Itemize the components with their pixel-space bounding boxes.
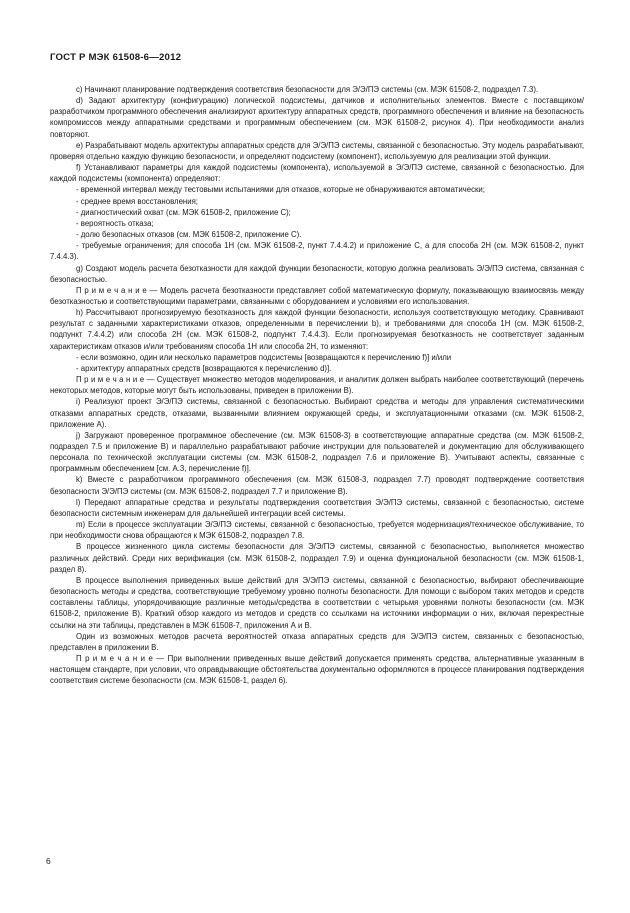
paragraph-d: d) Задают архитектуру (конфигурацию) логической подсистемы, датчиков и исполнительных элементов. Вместе с поставщиком/разработчиком программного обеспечения анализируют архитектуру аппаратных средств, программного обеспечения и влияние на безопасность компромиссов между аппаратными средствами и программным обеспечением (см. МЭК 61508-2, рисунок 4). При необходимости анализ повторяют.: [50, 96, 584, 139]
paragraph-methods: В процессе выполнения приведенных выше действий для Э/Э/ПЭ системы, связанной с безопасностью, выбирают обеспечивающие безопасность методы и средства, соответствующие требуемому уровню полноты безопасности. Для помощи с выбором таких методов и средств составлены таблицы, упорядочивающие различные методы/средства в соответствии с четырьмя уровнями полноты безопасности (см. МЭК 61508-2, приложение В). Краткий обзор каждого из методов и средств со ссылками на источники информации о них, включая перекрестные ссылки на эти таблицы, представлен в МЭК 61508-7, приложения А и В.: [50, 575, 584, 630]
list-item: - среднее время восстановления;: [76, 196, 198, 206]
list-item: - архитектуру аппаратных средств [возвращаются к перечислению d)].: [76, 363, 332, 373]
paragraph-l: l) Передают аппаратные средства и результаты подтверждения соответствия Э/Э/ПЭ системы, связанной с безопасностью, системе безопасности системным инженерам для дальнейшей интеграции всей системы.: [50, 497, 584, 518]
list-item: - требуемые ограничения; для способа 1H (см. МЭК 61508-2, пункт 7.4.4.2) и приложение С, а для способа 2H (см. МЭК 61508-2, пункт 7.4.4.3).: [50, 241, 584, 262]
paragraph-h: h) Рассчитывают прогнозируемую безотказность для каждой функции безопасности, используя соответствующую методику. Сравнивают результат с заданными характеристиками отказов, определенными в перечислении b), и требованиями для способа 1H (см. МЭК 61508-2, подпункт 7.4.4.2) или способа 2H (см. МЭК 61508-2, подпункт 7.4.4.3). Если прогнозируемая безотказность не соответствует заданным характеристикам отказов и/или требованиям способа 1H или способа 2H, то изменяют:: [50, 308, 584, 351]
note: П р и м е ч а н и е — При выполнении приведенных выше действий допускается применять средства, альтернативные указанным в настоящем стандарте, при условии, что оправдывающие обстоятельства документально оформляются в процессе планирования подтверждения соответствия системе безопасности (см. МЭК 61508-1, раздел 6).: [50, 653, 584, 686]
list-item: - долю безопасных отказов (см. МЭК 61508-2, приложение С).: [76, 230, 302, 240]
note: П р и м е ч а н и е — Существует множество методов моделирования, и аналитик должен выбрать наиболее соответствующий (перечень некоторых методов, которые могут быть использованы, приведен в приложении В).: [50, 375, 584, 396]
note: П р и м е ч а н и е — Модель расчета безотказности представляет собой математическую формулу, показывающую взаимосвязь между безотказностью и соответствующими параметрами, связанными с оборудованием и условиями его использования.: [50, 285, 584, 306]
document-body: [50, 84, 584, 686]
paragraph-calculation: Один из возможных методов расчета вероятностей отказа аппаратных средств для Э/Э/ПЭ систем, связанных с безопасностью, представлен в приложении В.: [50, 631, 584, 652]
paragraph-lifecycle: В процессе жизненного цикла системы безопасности для Э/Э/ПЭ системы, связанной с безопасностью, выполняется множество различных действий. Среди них верификация (см. МЭК 61508-2, подраздел 7.9) и оценка функциональной безопасности (см. МЭК 61508-1, раздел 8).: [50, 542, 584, 574]
list-item: - вероятность отказа;: [76, 218, 154, 228]
list-item: - если возможно, один или несколько параметров подсистемы [возвращаются к перечислению f)] и/или: [76, 352, 452, 362]
paragraph-m: m) Если в процессе эксплуатации Э/Э/ПЭ системы, связанной с безопасностью, требуется модернизация/техническое обслуживание, то при необходимости снова обращаются к МЭК 61508-2, подраздел 7.8.: [50, 520, 584, 541]
list-item: - временной интервал между тестовыми испытаниями для отказов, которые не обнаруживаются автоматически;: [76, 185, 485, 195]
paragraph-f: f) Устанавливают параметры для каждой подсистемы (компонента), используемой в Э/Э/ПЭ системе, связанной с безопасностью. Для каждой подсистемы (компонента) определяют:: [50, 163, 584, 184]
list-item: - диагностический охват (см. МЭК 61508-2, приложение С);: [76, 207, 291, 217]
paragraph-c: c) Начинают планирование подтверждения соответствия безопасности для Э/Э/ПЭ системы (см. МЭК 61508-2, подраздел 7.3).: [76, 85, 539, 94]
paragraph-e: e) Разрабатывают модель архитектуры аппаратных средств для Э/Э/ПЭ системы, связанной с безопасностью. Эту модель разрабатывают, проверяя отдельно каждую функцию безопасности, и определяют подсистему (компонент), используемую для реализации этой функции.: [50, 140, 584, 161]
document-header: ГОСТ Р МЭК 61508-6—2012: [50, 52, 182, 63]
page-number: 6: [46, 856, 51, 866]
paragraph-j: j) Загружают проверенное программное обеспечение (см. МЭК 61508-3) в соответствующие аппаратные средства (см. МЭК 61508-2, подраздел 7.5 и приложение В) и параллельно разрабатывают рабочие инструкции для пользователей и документацию для обслуживающего персонала по технической эксплуатации системы (см. МЭК 61508-2, подраздел 7.6 и приложение В). Учитывают аспекты, связанные с программным обеспечением [см. А.3, перечисление f)].: [50, 430, 584, 474]
paragraph-g: g) Создают модель расчета безотказности для каждой функции безопасности, которую должна реализовать Э/Э/ПЭ система, связанная с безопасностью.: [50, 263, 584, 284]
paragraph-k: k) Вместе с разработчиком программного обеспечения (см. МЭК 61508-3, подраздел 7.7) проводят подтверждение соответствия безопасности Э/Э/ПЭ системы (см. МЭК 61508-2, подраздел 7.7 и приложение В).: [50, 475, 584, 496]
paragraph-i: i) Реализуют проект Э/Э/ПЭ системы, связанной с безопасностью. Выбирают средства и методы для управления систематическими отказами аппаратных средств, отказами, вызванными влиянием окружающей среды, и эксплуатационными отказами (см. МЭК 61508-2, приложение А).: [50, 397, 584, 429]
